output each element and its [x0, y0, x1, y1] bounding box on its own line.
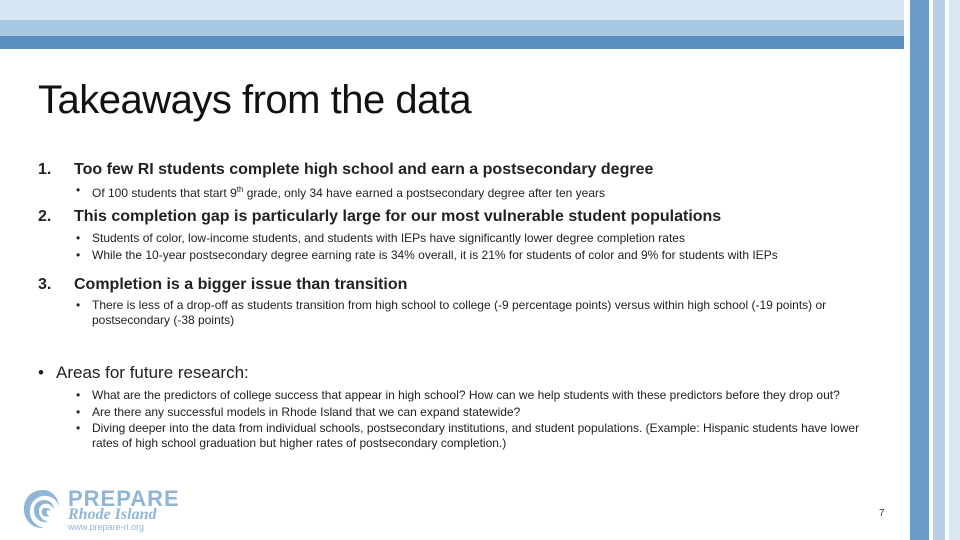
takeaway-number: 3.: [38, 276, 52, 293]
top-band-dark: [0, 36, 960, 49]
bullet-item: • What are the predictors of college success that appear in high school? How can we help students with these predictors before they drop out?: [76, 388, 840, 402]
bullet-item: • Are there any successful models in Rhode Island that we can expand statewide?: [76, 404, 521, 419]
bullet-icon: •: [76, 421, 81, 435]
bullet-item: • Of 100 students that start 9th grade, only 34 have earned a postsecondary degree after ten years: [76, 183, 605, 200]
bullet-icon: •: [76, 298, 81, 312]
bullet-icon: •: [76, 247, 81, 262]
slide-title: Takeaways from the data: [38, 78, 472, 122]
bullet-item: • There is less of a drop-off as students transition from high school to college (-9 percentage points) versus within high school (-19 points) or postsecondary (-38 points): [76, 298, 827, 327]
bullet-icon: •: [76, 183, 81, 197]
prepare-ri-logo: [20, 486, 180, 532]
bullet-item: • While the 10-year postsecondary degree earning rate is 34% overall, it is 21% for students of color and 9% for students with IEPs: [76, 247, 778, 262]
takeaway-1-bullets: [76, 183, 876, 201]
takeaway-2-bullets: [76, 231, 876, 262]
takeaway-heading: Completion is a bigger issue than transition: [74, 276, 408, 293]
takeaway-3-bullets: [76, 298, 876, 327]
bullet-icon: •: [38, 363, 44, 382]
logo-url: www.prepare-ri.org: [68, 522, 145, 532]
bullet-icon: •: [76, 404, 81, 419]
page-number: 7: [879, 508, 885, 519]
top-band-mid: [0, 20, 960, 36]
takeaway-1: [38, 161, 653, 179]
bullet-icon: •: [76, 231, 81, 245]
takeaway-heading: Too few RI students complete high school and earn a postsecondary degree: [74, 161, 654, 178]
bullet-item: • Diving deeper into the data from individual schools, postsecondary institutions, and student populations. (Example: Hispanic students have lower rates of high school graduation but higher rates of postsecondary completion.): [76, 421, 860, 450]
side-decoration-bars: [904, 0, 960, 540]
takeaway-number: 1.: [38, 161, 52, 178]
swirl-logo-icon: [20, 486, 66, 532]
bullet-item: • Students of color, low-income students, and students with IEPs have significantly lower degree completion rates: [76, 231, 685, 245]
logo-subtitle: Rhode Island: [68, 506, 157, 523]
top-band-light: [0, 0, 960, 20]
areas-heading: • Areas for future research:: [38, 363, 249, 382]
takeaway-heading: This completion gap is particularly large for our most vulnerable student populations: [74, 208, 722, 225]
bullet-icon: •: [76, 388, 81, 402]
takeaway-number: 2.: [38, 208, 52, 225]
areas-bullets: [76, 388, 876, 450]
takeaway-3: [38, 276, 407, 294]
takeaway-2: [38, 208, 721, 226]
logo-wordmark: PREPARE: [68, 486, 180, 511]
